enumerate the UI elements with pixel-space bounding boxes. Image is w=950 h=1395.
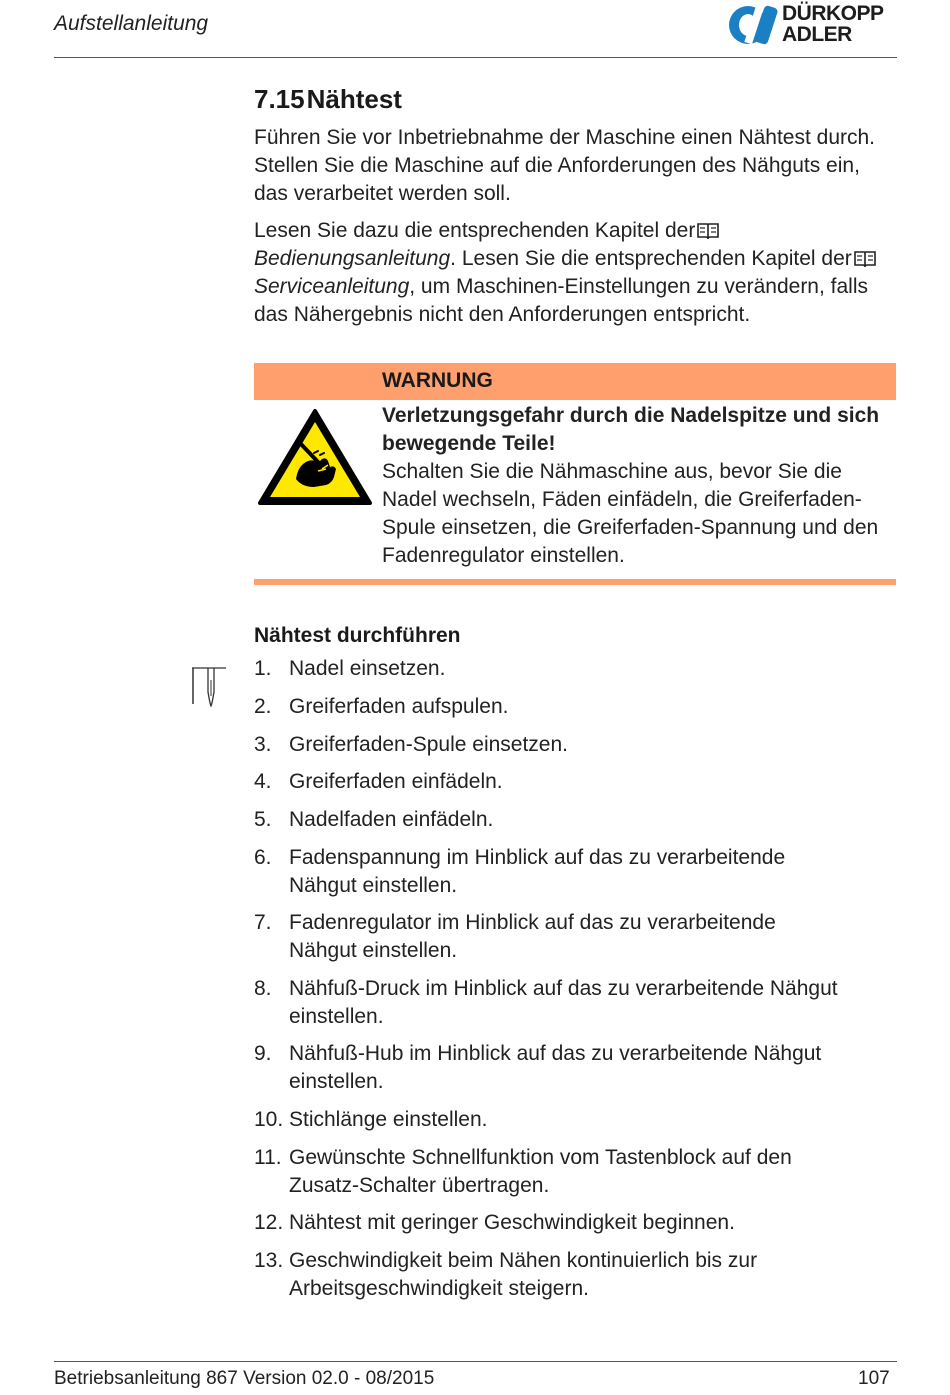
step-number: 10.: [254, 1108, 284, 1131]
section-number: 7.15: [254, 84, 305, 114]
step-text: Geschwindigkeit beim Nähen kontinuierlich bis zur Arbeitsgeschwindigkeit steigern.: [289, 1249, 758, 1300]
step-text: Nähfuß-Hub im Hinblick auf das zu verarbeitende Nähgut einstellen.: [289, 1042, 822, 1093]
reference-bedienungsanleitung: Bedienungsanleitung: [254, 247, 451, 270]
warning-heading: Verletzungsgefahr durch die Nadelspitze und sich bewegende Teile!: [382, 404, 880, 455]
warning-label: WARNUNG: [382, 369, 493, 392]
step-number: 11.: [254, 1146, 282, 1169]
warning-header-band: [254, 363, 896, 400]
step-number: 4.: [254, 770, 272, 793]
step-text: Greiferfaden aufspulen.: [289, 695, 509, 718]
footer-divider: [54, 1361, 897, 1362]
duerkopp-adler-logo: [728, 3, 898, 47]
section-title: Nähtest: [306, 84, 402, 114]
step-number: 3.: [254, 733, 272, 756]
step-text: Greiferfaden einfädeln.: [289, 770, 503, 793]
step-text: Nadel einsetzen.: [289, 657, 446, 680]
book-icon: [697, 222, 719, 239]
intro-paragraph-2: [254, 217, 899, 329]
step-number: 9.: [254, 1042, 272, 1065]
step-number: 8.: [254, 977, 272, 1000]
intro-paragraph-1: Führen Sie vor Inbetriebnahme der Maschine einen Nähtest durch. Stellen Sie die Maschine auf die Anforderungen des Nähguts ein, das verarbeitet werden soll.: [254, 126, 876, 205]
step-number: 5.: [254, 808, 272, 831]
step-number: 2.: [254, 695, 272, 718]
step-text: Nähfuß-Druck im Hinblick auf das zu verarbeitende Nähgut einstellen.: [289, 977, 838, 1028]
intro-p2-part-a: Lesen Sie dazu die entsprechenden Kapitel der: [254, 219, 696, 242]
logo-text-adler: ADLER: [782, 23, 852, 46]
logo-mark-icon: [728, 3, 780, 47]
step-text: Fadenspannung im Hinblick auf das zu verarbeitende Nähgut einstellen.: [289, 846, 786, 897]
footer-document-info: Betriebsanleitung 867 Version 02.0 - 08/2015: [54, 1368, 435, 1389]
step-text: Fadenregulator im Hinblick auf das zu verarbeitende Nähgut einstellen.: [289, 911, 776, 962]
page-header-title: Aufstellanleitung: [54, 12, 209, 35]
book-icon: [854, 250, 876, 267]
section-heading: [254, 84, 402, 115]
step-number: 7.: [254, 911, 272, 934]
header-divider: [54, 57, 897, 58]
warning-body: Schalten Sie die Nähmaschine aus, bevor Sie die Nadel wechseln, Fäden einfädeln, die Greiferfaden-Spule einsetzen, die Greiferfaden-Spannung und den Fadenregulator einstellen.: [382, 460, 879, 567]
procedure-title: Nähtest durchführen: [254, 624, 461, 647]
warning-text: [382, 402, 897, 570]
step-text: Nähtest mit geringer Geschwindigkeit beginnen.: [289, 1211, 735, 1234]
intro-p2-part-c: , um Maschinen-Einstellungen zu verändern, falls das Nähergebnis nicht den Anforderungen entspricht.: [254, 275, 869, 326]
step-number: 12.: [254, 1211, 284, 1234]
step-number: 6.: [254, 846, 272, 869]
warning-bottom-bar: [254, 579, 896, 585]
needle-icon: [190, 666, 230, 708]
intro-p2-part-b: . Lesen Sie die entsprechenden Kapitel der: [450, 247, 852, 270]
step-number: 13.: [254, 1249, 284, 1272]
step-text: Gewünschte Schnellfunktion vom Tastenblock auf den Zusatz-Schalter übertragen.: [289, 1146, 792, 1197]
step-text: Stichlänge einstellen.: [289, 1108, 488, 1131]
step-number: 1.: [254, 657, 272, 680]
step-text: Greiferfaden-Spule einsetzen.: [289, 733, 568, 756]
page-number: 107: [858, 1368, 890, 1389]
logo-text-duerkopp: DÜRKOPP: [782, 2, 884, 25]
step-text: Nadelfaden einfädeln.: [289, 808, 494, 831]
reference-serviceanleitung: Serviceanleitung: [254, 275, 410, 298]
hand-injury-warning-icon: [256, 407, 374, 507]
